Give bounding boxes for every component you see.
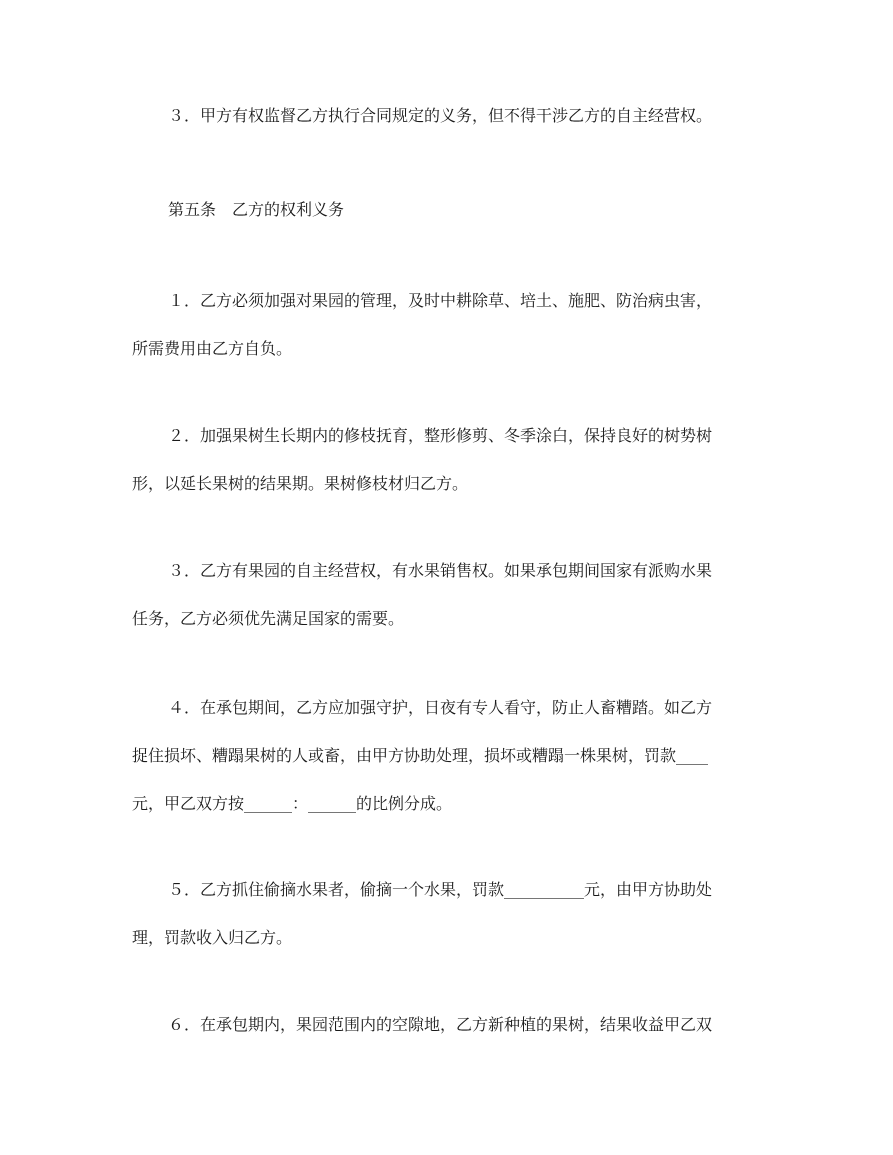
paragraph-jia-duty-3 <box>132 92 772 140</box>
text-line: 元，甲乙双方按______：______的比例分成。 <box>132 794 453 813</box>
section-heading: 第五条 乙方的权利义务 <box>168 200 345 219</box>
text-line: 形，以延长果树的结果期。果树修枝材归乙方。 <box>132 474 469 493</box>
text-line: １．乙方必须加强对果园的管理，及时中耕除草、培土、施肥、防治病虫害， <box>168 291 713 310</box>
paragraph-yi-3 <box>132 547 772 643</box>
text-line: 捉住损坏、糟蹋果树的人或畜，由甲方协助处理，损坏或糟蹋一株果树，罚款____ <box>132 746 709 765</box>
paragraph-yi-6 <box>132 1001 772 1049</box>
article-5-heading <box>132 186 772 234</box>
text-line: ５．乙方抓住偷摘水果者，偷摘一个水果，罚款__________元，由甲方协助处 <box>168 880 713 899</box>
text-line: ４．在承包期间，乙方应加强守护，日夜有专人看守，防止人畜糟踏。如乙方 <box>168 698 713 717</box>
paragraph-yi-1 <box>132 277 772 373</box>
paragraph-yi-2 <box>132 412 772 508</box>
text-line: ３．乙方有果园的自主经营权，有水果销售权。如果承包期间国家有派购水果 <box>168 561 713 580</box>
text-line: ２．加强果树生长期内的修枝抚育，整形修剪、冬季涂白，保持良好的树势树 <box>168 426 713 445</box>
text-line: ３．甲方有权监督乙方执行合同规定的义务，但不得干涉乙方的自主经营权。 <box>168 106 713 125</box>
paragraph-yi-5 <box>132 866 772 962</box>
text-line: ６．在承包期内，果园范围内的空隙地，乙方新种植的果树，结果收益甲乙双 <box>168 1015 713 1034</box>
text-line: 任务，乙方必须优先满足国家的需要。 <box>132 609 405 628</box>
text-line: 所需费用由乙方自负。 <box>132 339 293 358</box>
paragraph-yi-4 <box>132 684 772 828</box>
text-line: 理，罚款收入归乙方。 <box>132 928 293 947</box>
